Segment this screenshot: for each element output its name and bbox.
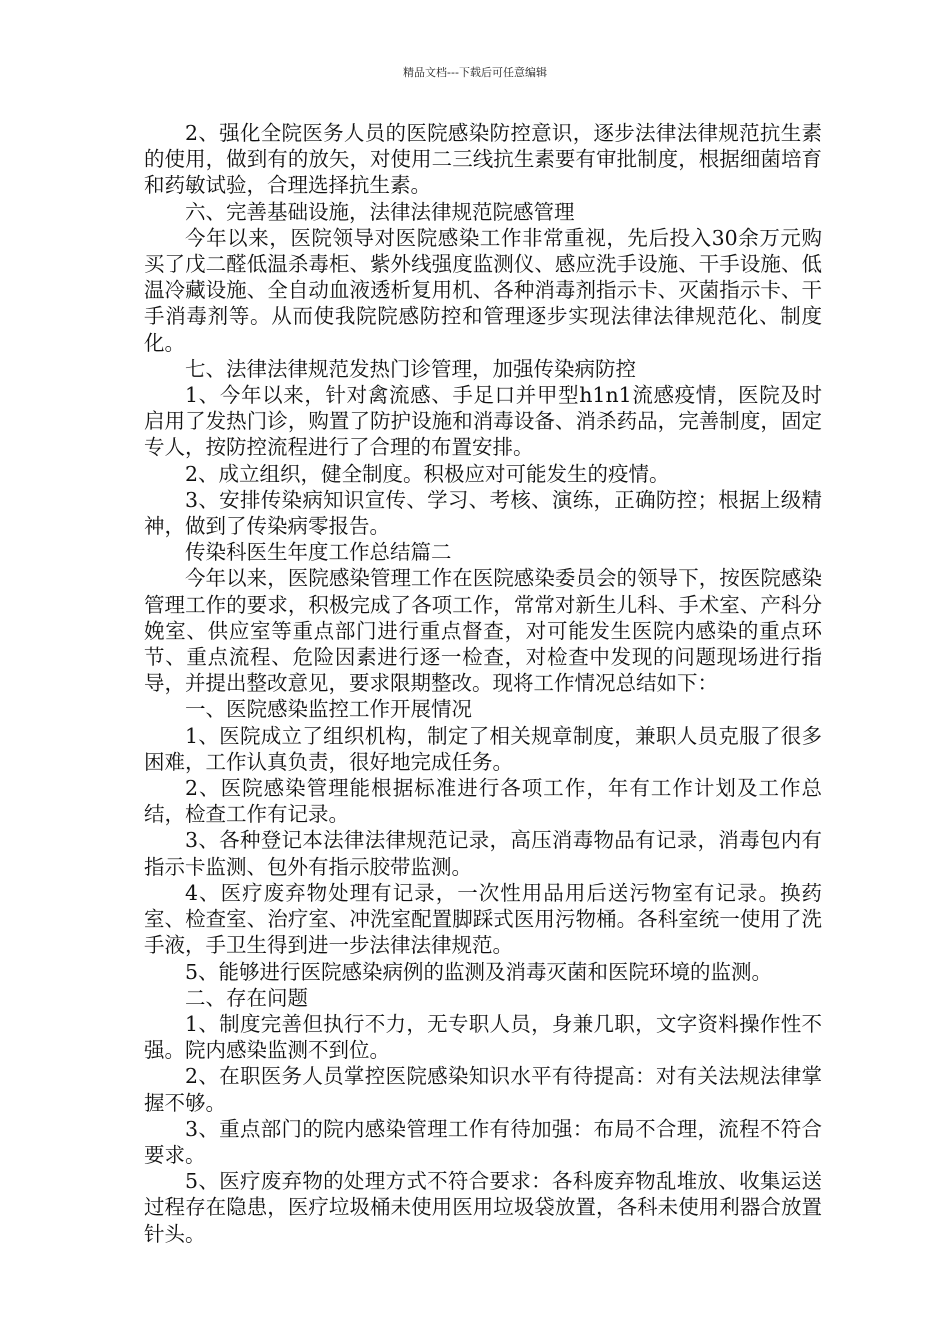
section-heading: 一、医院感染监控工作开展情况 [185,697,472,722]
section-heading: 六、完善基础设施，法律法律规范院感管理 [185,199,575,224]
paragraph: 2、成立组织，健全制度。积极应对可能发生的疫情。 [185,461,670,486]
paragraph: 3、各种登记本法律法律规范记录，高压消毒物品有记录，消毒包内有指示卡监测、包外有指示胶带监测。 [144,828,822,879]
paragraph: 2、在职医务人员掌控医院感染知识水平有待提高：对有关法规法律掌握不够。 [144,1064,822,1115]
paragraph: 5、能够进行医院感染病例的监测及消毒灭菌和医院环境的监测。 [185,959,773,984]
paragraph: 今年以来，医院领导对医院感染工作非常重视，先后投入30余万元购买了戊二醛低温杀毒柜、紫外线强度监测仪、感应洗手设施、干手设施、低温冷藏设施、全自动血液透析复用机、各种消毒剂指示卡、灭菌指示卡、干手消毒剂等。从而使我院院感防控和管理逐步实现法律法律规范化、制度化。 [144,225,822,355]
paragraph: 2、强化全院医务人员的医院感染防控意识，逐步法律法律规范抗生素的使用，做到有的放矢，对使用二三线抗生素要有审批制度，根据细菌培育和药敏试验，合理选择抗生素。 [144,121,822,198]
paragraph: 2、医院感染管理能根据标准进行各项工作，年有工作计划及工作总结，检查工作有记录。 [144,776,822,827]
page-header: 精品文档---下载后可任意编辑 [403,66,547,79]
paragraph: 5、医疗废弃物的处理方式不符合要求：各科废弃物乱堆放、收集运送过程存在隐患，医疗垃圾桶未使用医用垃圾袋放置，各科未使用利器合放置针头。 [144,1169,822,1246]
paragraph: 3、安排传染病知识宣传、学习、考核、演练，正确防控；根据上级精神，做到了传染病零报告。 [144,487,822,539]
paragraph: 3、重点部门的院内感染管理工作有待加强：布局不合理，流程不符合要求。 [144,1116,822,1167]
section-heading: 二、存在问题 [185,985,308,1010]
paragraph: 今年以来，医院感染管理工作在医院感染委员会的领导下，按医院感染管理工作的要求，积极完成了各项工作，常常对新生儿科、手术室、产科分娩室、供应室等重点部门进行重点督查，对可能发生医院内感染的重点环节、重点流程、危险因素进行逐一检查，对检查中发现的问题现场进行指导，并提出整改意见，要求限期整改。现将工作情况总结如下： [144,566,822,696]
section-heading: 七、法律法律规范发热门诊管理，加强传染病防控 [185,356,636,381]
paragraph: 1、医院成立了组织机构，制定了相关规章制度，兼职人员克服了很多困难，工作认真负责，很好地完成任务。 [144,723,822,774]
paragraph: 4、医疗废弃物处理有记录，一次性用品用后送污物室有记录。换药室、检查室、治疗室、冲洗室配置脚踩式医用污物桶。各科室统一使用了洗手液，手卫生得到进一步法律法律规范。 [144,880,822,958]
paragraph: 1、今年以来，针对禽流感、手足口并甲型h1n1流感疫情，医院及时启用了发热门诊，购置了防护设施和消毒设备、消杀药品，完善制度，固定专人，按防控流程进行了合理的布置安排。 [144,383,822,460]
paragraph: 1、制度完善但执行不力，无专职人员，身兼几职，文字资料操作性不强。院内感染监测不到位。 [144,1011,822,1063]
document-body [144,120,822,1247]
section-title: 传染科医生年度工作总结篇二 [185,540,452,565]
